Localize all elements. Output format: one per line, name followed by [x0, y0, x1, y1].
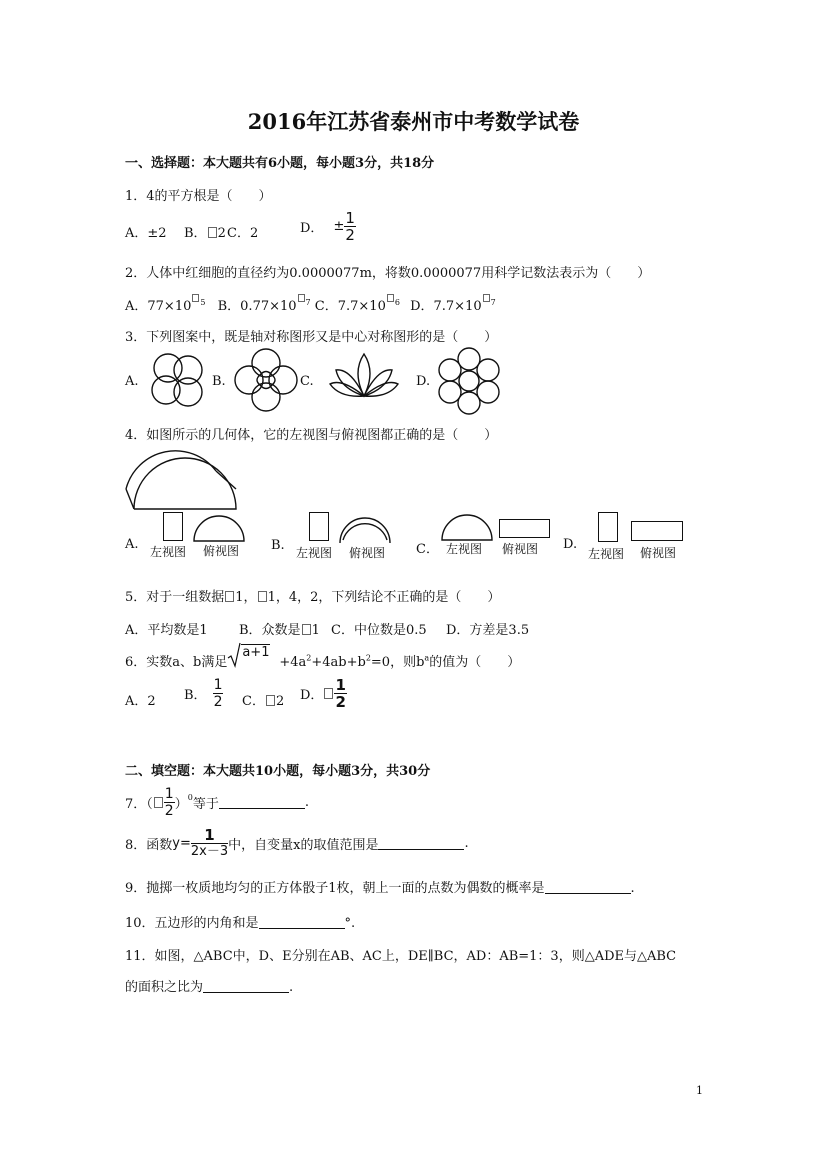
q2-option-b: B．0.77×10 $^7$ — [218, 299, 311, 314]
q4-c-left-view-caption: 左视图 — [446, 542, 483, 556]
sqrt-expression: a+1 — [227, 652, 279, 666]
q3-option-d-label: D. — [416, 374, 431, 389]
q10: 10．五边形的内角和是 °. — [125, 916, 356, 931]
q1-option-b: B． 2 — [184, 226, 226, 241]
q11-line2: 的面积之比为 . — [125, 980, 294, 995]
page-number: 1 — [696, 1084, 703, 1097]
q11-answer-blank[interactable] — [203, 980, 289, 993]
q4-solid-figure — [124, 449, 240, 511]
page-title: 2016年江苏省泰州市中考数学试卷 — [247, 109, 580, 134]
q4-option-a-label: A. — [125, 537, 139, 552]
section2-heading: 二、填空题：本大题共10小题，每小题3分，共30分 — [125, 764, 431, 779]
q3-stem: 3．下列图案中，既是轴对称图形又是中心对称图形的是（ ） — [125, 330, 498, 345]
q5-option-c: C．中位数是0.5 — [331, 623, 427, 638]
q3-option-b-label: B. — [212, 374, 226, 389]
q8: 8．函数y= $\frac{1}{2x-3}$ 中，自变量x的取值范围是 . — [125, 826, 469, 859]
q4-c-left-view-semicircle — [440, 513, 494, 541]
q4-d-left-view-caption: 左视图 — [588, 547, 625, 561]
q4-c-top-view-caption: 俯视图 — [502, 542, 539, 556]
q3-option-c-label: C. — [300, 374, 314, 389]
q9-answer-blank[interactable] — [545, 881, 631, 894]
q1-option-d: D． ± $\frac{1}{2}$ — [300, 209, 355, 244]
q6-stem: 6．实数a、b满足 a+1 $+4a^2+4ab+b^2=0$，则$b^a$的值为（ ） — [125, 645, 521, 670]
q6-option-a: A．2 — [125, 694, 156, 709]
q3-figure-d — [436, 348, 502, 414]
q2-option-d: D．7.7×10 $^7$ — [410, 299, 496, 314]
q9: 9．抛掷一枚质地均匀的正方体骰子1枚，朝上一面的点数为偶数的概率是 . — [125, 881, 635, 896]
q4-a-top-view-semicircle — [192, 514, 246, 542]
q1-option-a: A．±2 — [125, 226, 167, 241]
q4-a-left-view-caption: 左视图 — [150, 545, 187, 559]
q7-answer-blank[interactable] — [219, 796, 305, 809]
q1-stem: 1．4的平方根是（ ） — [125, 189, 272, 204]
q4-a-left-view-rect — [163, 512, 183, 541]
q4-b-left-view-caption: 左视图 — [296, 546, 333, 560]
q3-figure-a — [146, 348, 210, 412]
q2-options — [125, 294, 496, 314]
q2-option-c: C．7.7×10 $^6$ — [315, 299, 400, 314]
section1-heading: 一、选择题：本大题共有6小题，每小题3分，共18分 — [125, 156, 435, 171]
q8-answer-blank[interactable] — [378, 837, 464, 850]
q4-d-top-view-rect — [631, 521, 683, 541]
q4-a-top-view-caption: 俯视图 — [203, 544, 240, 558]
q6-option-c: C． 2 — [242, 694, 285, 709]
q4-option-c-label: C． — [416, 542, 439, 557]
q2-option-a: A．77×10 $^5$ — [125, 299, 205, 314]
q11-line1: 11．如图，△ABC中，D、E分别在AB、AC上，DE∥BC，AD：AB=1：3，则△ADE与△ABC — [125, 949, 677, 964]
q4-d-top-view-caption: 俯视图 — [640, 546, 677, 560]
q4-b-top-view-caption: 俯视图 — [349, 546, 386, 560]
q3-figure-c — [326, 352, 402, 402]
q1-option-c: C．2 — [227, 226, 259, 241]
q3-option-a-label: A. — [125, 374, 139, 389]
q6-option-b: B． $\frac{1}{2}$ — [184, 677, 223, 710]
q4-c-top-view-rect — [499, 519, 550, 538]
q4-stem: 4．如图所示的几何体，它的左视图与俯视图都正确的是（ ） — [125, 428, 498, 443]
q3-figure-b — [234, 348, 298, 412]
q5-option-a: A．平均数是1 — [125, 623, 208, 638]
q6-option-d: D． $\frac{1}{2}$ — [300, 676, 346, 711]
q5-option-b: B．众数是 1 — [239, 623, 320, 638]
q4-d-left-view-rect — [598, 512, 618, 542]
q4-option-d-label: D. — [563, 537, 578, 552]
q2-stem: 2．人体中红细胞的直径约为0.0000077m，将数0.0000077用科学记数法表示为（ ） — [125, 266, 651, 281]
q10-answer-blank[interactable] — [259, 916, 345, 929]
q4-option-b-label: B. — [271, 538, 285, 553]
q5-option-d: D．方差是3.5 — [446, 623, 530, 638]
q5-stem: 5．对于一组数据 1， 1，4，2，下列结论不正确的是（ ） — [125, 590, 501, 605]
q4-b-left-view-rect — [309, 512, 329, 541]
q7: 7．（ $\frac{1}{2}$ ）$^0$等于 . — [125, 786, 309, 819]
q4-b-top-view-semicircle — [338, 514, 392, 544]
